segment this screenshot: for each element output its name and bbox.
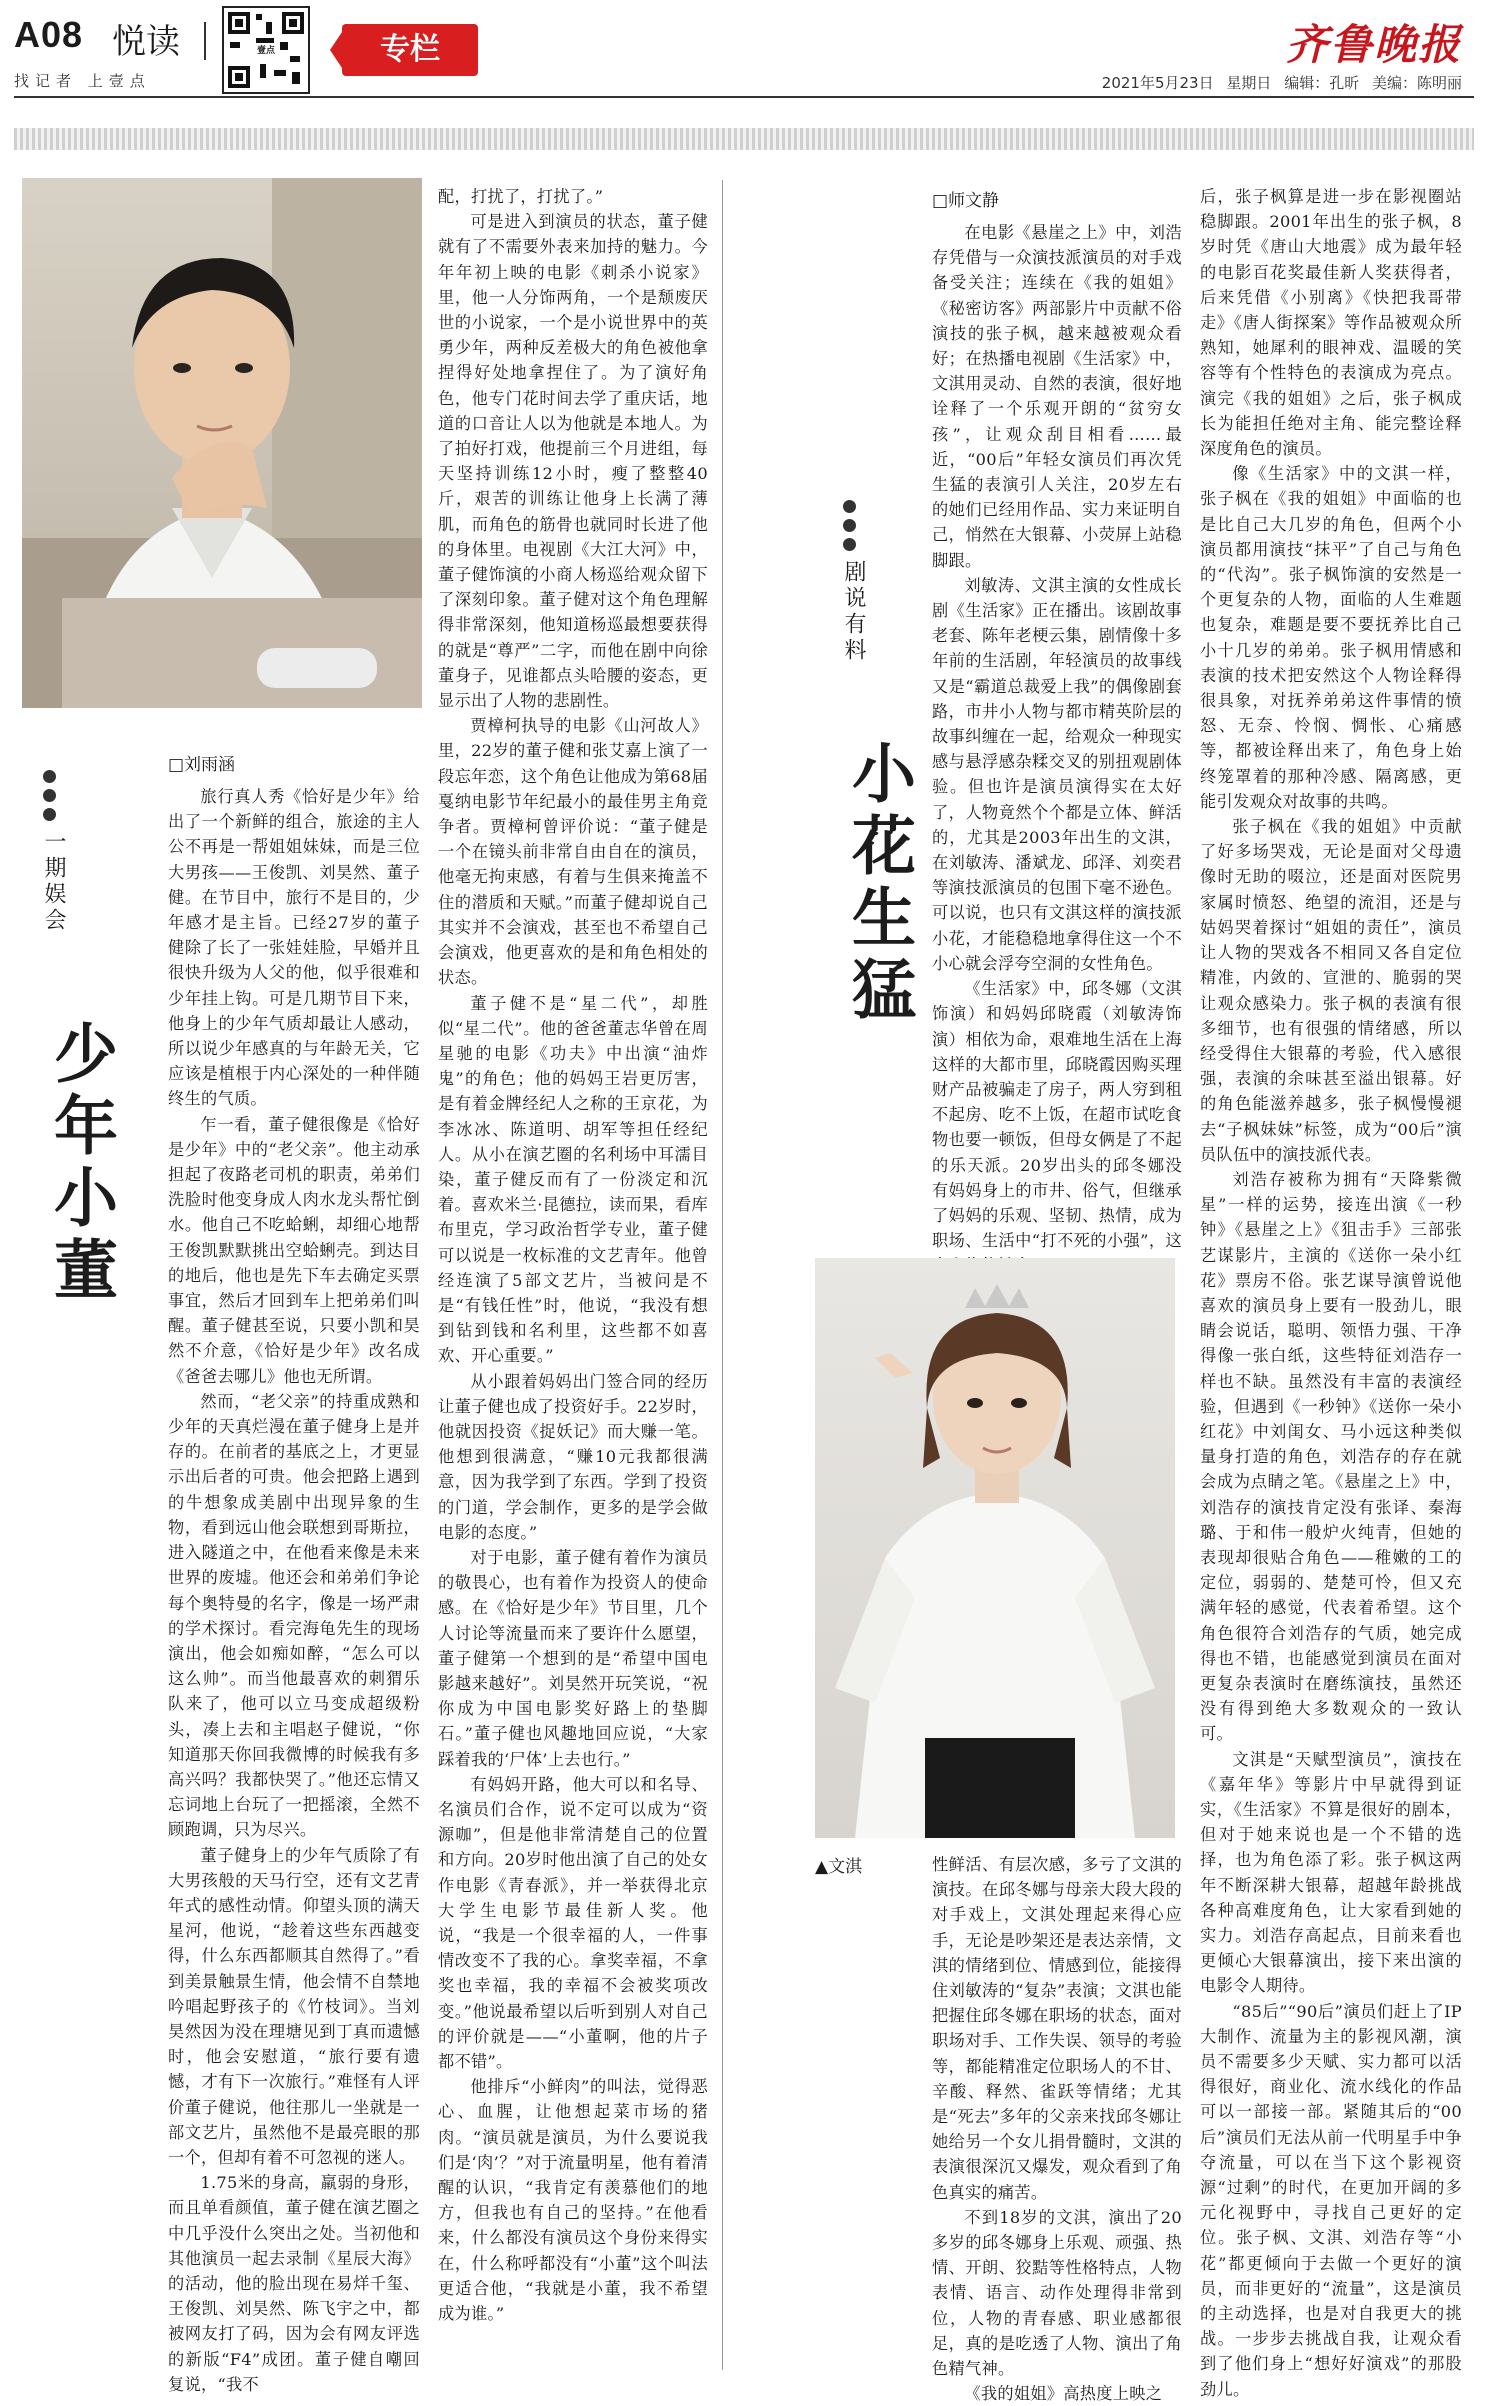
paragraph: 董子健不是“星二代”，却胜似“星二代”。他的爸爸董志华曾在周星驰的电影《功夫》中出演“油炸鬼”的角色；他的妈妈王岩更厉害，是有着金牌经纪人之称的王京花，为李冰冰、陈道明、胡军等担任经纪人。从小在演艺圈的名利场中耳濡目染，董子健反而有了一份淡定和沉着。喜欢米兰·昆德拉，读而果，看库布里克，学习政治哲学专业，董子健可以说是一枚标准的文艺青年。他曾经连演了5部文艺片，当被问是不是“有钱任性”时，他说，“我没有想到钻到钱和名利里，这些都不如喜欢、开心重要。” — [438, 993, 708, 1366]
paragraph: “85后”“90后”演员们赶上了IP大制作、流量为主的影视风潮，演员不需要多少天赋、实力都可以活得很好，商业化、流水线化的作品可以一部接一部。紧随其后的“00后”演员们无法从前一代明星手中争夺流量，可以在当下这个影视资源“过剩”的时代，在更加开阔的多元化视野中，寻找自己更好的定位。张子枫、文淇、刘浩存等“小花”都更倾向于去做一个更好的演员，而非更好的“流量”，这是演员的主动选择，也是对自我更大的挑战。一步步去挑战自我，让观众看到了他们身上“想好好演戏”的那股劲儿。 — [1200, 2001, 1462, 2399]
paragraph: 董子健身上的少年气质除了有大男孩般的天马行空，还有文艺青年式的感性动情。仰望头顶的满天星河，他说，“趁着这些东西越变得，什么东西都顺其自然得了。”看到美景触景生情，他会情不自禁地吟唱起野孩子的《竹枝词》。当刘昊然因为没在理塘见到丁真而遗憾时，他会安慰道，“旅行要有遗憾，才有下一次旅行。”难怪有人评价董子健说，他往那儿一坐就是一部文艺片，虽然他不是最亮眼的那一个，但却有着不可忽视的迷人。 — [168, 1845, 420, 2167]
issue-weekday: 星期日 — [1226, 74, 1272, 92]
paragraph: 刘敏涛、文淇主演的女性成长剧《生活家》正在播出。该剧故事老套、陈年老梗云集，剧情像十多年前的生活剧，年轻演员的故事线又是“霸道总裁爱上我”的偶像剧套路，市井小人物与都市精英阶层的故事纠缠在一起，给观众一种现实感与悬浮感杂糅交叉的别扭观剧体验。但也许是演员演得实在太好了，人物竟然个个都是立体、鲜活的，尤其是2003年出生的文淇，在刘敏涛、潘斌龙、邱泽、刘奕君等演技派演员的包围下毫不逊色。可以说，也只有文淇这样的演技派小花，才能稳稳地拿得住这一个不小心就会浮夸空洞的女性角色。 — [932, 575, 1182, 973]
paragraph: 然而，“老父亲”的持重成熟和少年的天真烂漫在董子健身上是并存的。在前者的基底之上，才更显示出后者的可贵。他会把路上遇到的牛想象成美剧中出现异象的生物，看到远山他会联想到哥斯拉，进入隧道之中，在他看来像是未来世界的废墟。他还会和弟弟们争论每个奥特曼的名字，像是一场严肃的学术探讨。看完海龟先生的现场演出，他会如痴如醉，“怎么可以这么帅”。而当他最喜欢的刺猬乐队来了，他可以立马变成超级粉头，凑上去和主唱赵子健说，“你知道那天你回我微博的时候我有多高兴吗？我都快哭了。”他还忘情又忘词地上台玩了一把摇滚，全然不顾跑调，只为尽兴。 — [168, 1391, 420, 1840]
article-column — [168, 784, 420, 2394]
paragraph: 有妈妈开路，他大可以和名导、名演员们合作，说不定可以成为“资源咖”，但是他非常清楚自己的位置和方向。20岁时他出演了自己的处女作电影《青春派》，并一举获得北京大学生电影节最佳新人奖。他说，“我是一个很幸福的人，一件事情改变不了我的心。拿奖幸福，不拿奖也幸福，我的幸福不会被奖项改变。”他说最希望以后听到别人对自己的评价就是——“小董啊，他的片子都不错”。 — [438, 1774, 708, 2072]
actress-illustration — [815, 1258, 1175, 1838]
newspaper-masthead: 齐鲁晚报 — [1285, 20, 1462, 69]
paragraph: 刘浩存被称为拥有“天降紫微星”一样的运势，接连出演《一秒钟》《悬崖之上》《狙击手》三部张艺谋影片，主演的《送你一朵小红花》票房不俗。张艺谋导演曾说他喜欢的演员身上要有一股劲儿，眼睛会说话，聪明、领悟力强、干净得像一张白纸，这些特征刘浩存一样也不缺。虽然没有丰富的表演经验，但遇到《一秒钟》《送你一朵小红花》中刘闺女、马小远这种类似量身打造的角色，刘浩存的存在就会成为点睛之笔。《悬崖之上》中，刘浩存的演技肯定没有张译、秦海璐、于和伟一般炉火纯青，但她的表现却很贴合角色——稚嫩的工的定位，弱弱的、楚楚可怜，但又充满年轻的感觉，代表着希望。这个角色很符合刘浩存的气质，她完成得也不错，也能感觉到演员在面对更复杂表演时在磨练演技，虽然还没有得到绝大多数观众的一致认可。 — [1200, 1169, 1462, 1744]
paragraph: 乍一看，董子健很像是《恰好是少年》中的“老父亲”。他主动承担起了夜路老司机的职责，弟弟们洗脸时他变身成人肉水龙头帮忙倒水。他自己不吃蛤蜊，却细心地帮王俊凯默默挑出空蛤蜊壳。到达目的地后，他也是先下车去确定买票事宜，然后才回到车上把弟弟们叫醒。董子健甚至说，只要小凯和昊然不介意，《恰好是少年》改名成《爸爸去哪儿》他也无所谓。 — [168, 1114, 420, 1386]
header-divider — [204, 22, 206, 60]
paragraph: 不到18岁的文淇，演出了20多岁的邱冬娜身上乐观、顽强、热情、开朗、狡黠等性格特点，人物表情、语言、动作处理得非常到位，人物的青春感、职业感都很足，真的是吃透了人物、演出了角色精气神。 — [932, 2207, 1182, 2379]
article-column — [932, 220, 1182, 1251]
slogan: 找记者 上壹点 — [14, 72, 151, 90]
decorative-band — [14, 128, 1474, 150]
actress-photo — [815, 1258, 1175, 1838]
paragraph: 配，打扰了，打扰了。” — [438, 187, 604, 206]
paragraph: 性鲜活、有层次感，多亏了文淇的演技。在邱冬娜与母亲大段大段的对手戏上，文淇处理起来得心应手，无论是吵架还是表达亲情，文淇的情绪到位、情感到位，能接得住刘敏涛的“复杂”表演；文淇也能把握住邱冬娜在职场的状态，面对职场对手、工作失误、领导的考验等，都能精准定位职场人的不甘、辛酸、释然、雀跃等情绪；尤其是“死去”多年的父亲来找邱冬娜让她给另一个女儿捐骨髓时，文淇的表演很深沉又爆发，观众看到了角色真实的痛苦。 — [932, 1855, 1182, 2202]
paragraph: 《生活家》中，邱冬娜（文淇饰演）和妈妈邱晓霞（刘敏涛饰演）相依为命，艰难地生活在上海这样的大都市里，邱晓霞因购买理财产品被骗走了房子，两人穷到租不起房、吃不上饭，在超市试吃食物也要一顿饭，但母女俩是了不起的乐天派。20岁出头的邱冬娜没有妈妈身上的市井、俗气，但继承了妈妈的乐观、坚韧、热情，成为职场、生活中“打不死的小强”，这 — [932, 979, 1182, 1251]
paragraph: 从小跟着妈妈出门签合同的经历让董子健也成了投资好手。22岁时，他就因投资《捉妖记》而大赚一笔。他想到很满意，“赚10元我都很满意，因为我学到了东西。学到了投资的门道，学会制作，更多的是学会做电影的态度。” — [438, 1371, 708, 1542]
paragraph: 1.75米的身高，羸弱的身形，而且单看颜值，董子健在演艺圈之中几乎没什么突出之处。当初他和其他演员一起去录制《星辰大海》的活动，他的脸出现在易烊千玺、王俊凯、刘昊然、陈飞宇之中，都被网友打了码，因为会有网友评选的新版“F4”成团。董子健自嘲回复说，“我不 — [168, 2173, 420, 2394]
paragraph: 张子枫在《我的姐姐》中贡献了好多场哭戏，无论是面对父母遗像时无助的啜泣，还是面对医院男家属时愤怒、绝望的流泪，还是与姑妈哭着探讨“姐姐的责任”，演员让人物的哭戏各不相同又各自定位精准，内敛的、宣泄的、脆弱的哭让观众感染力。张子枫的表演有很多细节，也有很强的情绪感，所以经受得住大银幕的考验，代入感很强，表演的余味甚至溢出银幕。好的角色能滋养越多，张子枫慢慢褪去“子枫妹妹”标签，成为“00后”演员队伍中的演技派代表。 — [1200, 817, 1462, 1164]
column-dots — [843, 500, 856, 551]
photo-caption: ▲文淇 — [815, 1857, 863, 1877]
column-tag: 专栏 — [342, 24, 478, 76]
byline: □刘雨涵 — [168, 755, 236, 775]
portrait-photo — [22, 178, 422, 708]
paragraph: 在电影《悬崖之上》中，刘浩存凭借与一众演技派演员的对手戏备受关注；连续在《我的姐姐》《秘密访客》两部影片中贡献不俗演技的张子枫，越来越被观众看好；在热播电视剧《生活家》中，文淇用灵动、自然的表演，很好地诠释了一个乐观开朗的“贫穷女孩”，让观众刮目相看……最近，“00后”年轻女演员们再次凭生猛的表演引人关注，20岁左右的她们已经用作品、实力来证明自己，悄然在大银幕、小荧屏上站稳脚跟。 — [932, 223, 1182, 570]
paragraph: 旅行真人秀《恰好是少年》给出了一个新鲜的组合，旅途的主人公不再是一帮姐姐妹妹，而是三位大男孩——王俊凯、刘昊然、董子健。在节目中，旅行不是目的，少年感才是主旨。已经27岁的董子健除了长了一张娃娃脸，早婚并且很快升级为人父的他，似乎很难和少年挂上钩。可是几期节目下来，他身上的少年气质却最让人感动，所以说少年感真的与年龄无关，它应该是植根于内心深处的一种伴随终生的气质。 — [168, 787, 420, 1109]
article-column — [438, 184, 708, 2374]
paragraph: 文淇是“天赋型演员”，演技在《嘉年华》等影片中早就得到证实，《生活家》不算是很好的剧本，但对于她来说也是一个不错的选择，也为角色添了彩。张子枫这两年不断深耕大银幕，超越年龄挑战各种高难度角色，让大家看到她的实力。刘浩存高起点，目前来看也更倾心大银幕演出，接下来出演的电影令人期待。 — [1200, 1749, 1462, 1996]
paragraph: 他排斥“小鲜肉”的叫法，觉得恶心、血腥，让他想起菜市场的猪肉。“演员就是演员，为什么要说我们是‘肉’？”对于流量明星，他有着清醒的认识，“我肯定有羡慕他们的地方，但我也有自己的坚持。”在他看来，什么都没有演员这个身份来得实在，什么称呼都没有“小董”这个叫法更适合他，“我就是小董，我不希望成为谁。” — [438, 2077, 708, 2324]
page-number: A08 — [14, 14, 84, 55]
article-column — [932, 1852, 1182, 2404]
paragraph: 像《生活家》中的文淇一样，张子枫在《我的姐姐》中面临的也是比自己大几岁的角色，但两个小演员都用演技“抹平”了自己与角色的“代沟”。张子枫饰演的安然是一个更复杂的人物，面临的人生难题也复杂，难题是要不要抚养比自己小十几岁的弟弟。张子枫用情感和表演的技术把安然这个人物诠释得很具象，对抚养弟弟这件事情的愤怒、无奈、怜悯、惆怅、心痛感等，都被诠释出来了，角色身上始终笼罩着的那种冷感、隔离感，更能引发观众对故事的共鸣。 — [1200, 464, 1462, 811]
portrait-illustration — [22, 178, 422, 708]
article-column — [1200, 184, 1462, 2399]
issue-meta — [1102, 72, 1462, 93]
column-dots — [43, 770, 56, 821]
column-divider — [722, 180, 723, 2370]
article-title: 小花生猛 — [841, 740, 916, 1028]
paragraph: 可是进入到演员的状态，董子健就有了不需要外表来加持的魅力。今年年初上映的电影《刺杀小说家》里，他一人分饰两角，一个是颓废厌世的小说家，一个是小说世界中的英勇少年，两种反差极大的角色被他拿捏得好处地拿捏住了。为了演好角色，他专门花时间去学了重庆话，地道的口音让人以为他就是本地人。为了拍好打戏，他提前三个月进组，每天坚持训练12小时，瘦了整整40斤，艰苦的训练让他身上长满了薄肌，而角色的筋骨也就同时长进了他的身体里。电视剧《大江大河》中，董子健饰演的小商人杨巡给观众留下了深刻印象。董子健对这个角色理解得非常深刻，他知道杨巡最想要获得的就是“尊严”二字，而他在剧中向徐董身子，见谁都点头哈腰的姿态，更显示出了人物的悲剧性。 — [438, 212, 708, 711]
byline: □师文静 — [932, 191, 1000, 211]
qr-label: 壹点 — [254, 44, 278, 58]
paragraph: 贾樟柯执导的电影《山河故人》里，22岁的董子健和张艾嘉上演了一段忘年恋，这个角色让他成为第68届戛纳电影节年纪最小的最佳男主角竞争者。贾樟柯曾评价说：“董子健是一个在镜头前非常自由自在的演员，他毫无拘束感，有着与生俱来掩盖不住的潜质和天赋。”而董子健却说自己其实并不会演戏，甚至也不希望自己会演戏，他更喜欢的是和角色相处的状态。 — [438, 716, 708, 988]
paragraph: 《我的姐姐》高热度上映之 — [964, 2384, 1163, 2404]
section-name: 悦读 — [112, 22, 180, 62]
qr-code-icon[interactable] — [222, 6, 310, 94]
article-title: 少年小董 — [43, 1020, 118, 1308]
header-rule — [14, 96, 1474, 98]
paragraph: 对于电影，董子健有着作为演员的敬畏心，也有着作为投资人的使命感。在《恰好是少年》节目里，几个人讨论等流量而来了要许什么愿望，董子健第一个想到的是“希望中国电影越来越好”。刘昊然开玩笑说，“祝你成为中国电影奖好路上的垫脚石。”董子健也风趣地回应说，“大家踩着我的‘尸体’上去也行。” — [438, 1547, 708, 1769]
column-name: 剧说有料 — [841, 560, 866, 664]
issue-date: 2021年5月23日 — [1101, 74, 1214, 92]
designer-credit: 美编：陈明丽 — [1371, 74, 1462, 92]
paragraph: 后，张子枫算是进一步在影视圈站稳脚跟。2001年出生的张子枫，8岁时凭《唐山大地震》成为最年轻的电影百花奖最佳新人奖获得者，后来凭借《小别离》《快把我哥带走》《唐人街探案》等作品被观众所熟知，她犀利的眼神戏、温暖的笑容等有个性特色的表演成为亮点。演完《我的姐姐》之后，张子枫成长为能担任绝对主角、能完整诠释深度角色的演员。 — [1200, 187, 1462, 459]
editor-credit: 编辑：孔昕 — [1284, 74, 1360, 92]
column-name: 一期娱会 — [41, 830, 66, 934]
